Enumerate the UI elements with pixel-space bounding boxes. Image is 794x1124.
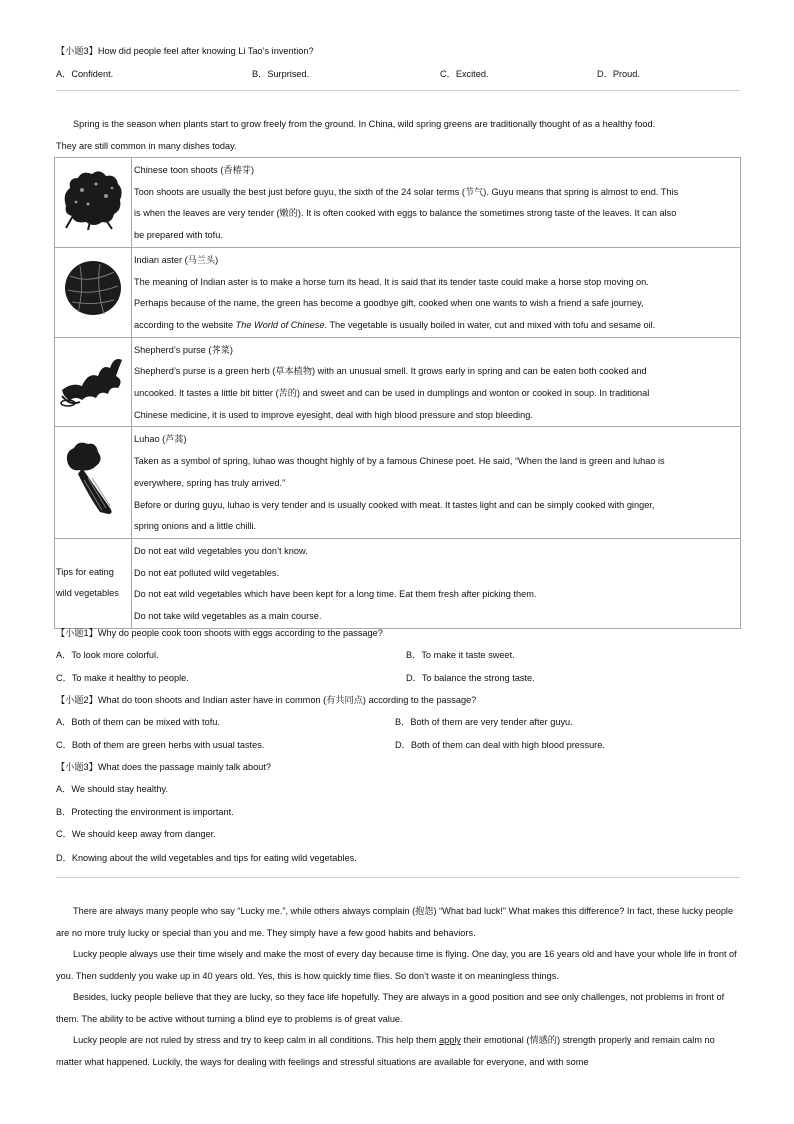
- passage2-intro-line1: Spring is the season when plants start to grow freely from the ground. In China, wild spring greens are traditionally thought of as a healthy food.: [73, 119, 656, 129]
- luhao-picture: [60, 438, 126, 518]
- table-row-shepherds-purse: [55, 337, 741, 427]
- shepherds-purse-line-1: Shepherd’s purse is a green herb (草本植物) with an unusual smell. It grows early in spring and can be eaten both cooked and: [134, 366, 647, 377]
- shepherds-purse-cell-text: [132, 337, 741, 427]
- q3-option-c[interactable]: C．We should keep away from danger.: [56, 829, 216, 839]
- toon-title: Chinese toon shoots (香椿芽): [134, 165, 254, 175]
- tip-2: Do not eat polluted wild vegetables.: [134, 567, 280, 578]
- prev-option-b[interactable]: B．Surprised.: [252, 69, 310, 79]
- toon-shoots-picture: [60, 166, 126, 230]
- divider: [56, 877, 740, 878]
- luhao-cell-image: [55, 427, 132, 539]
- shepherds-purse-title: Shepherd’s purse (荠菜): [134, 344, 233, 355]
- passage3: [56, 901, 740, 1073]
- q1-option-c[interactable]: C．To make it healthy to people.: [56, 673, 189, 683]
- tip-4: Do not take wild vegetables as a main course.: [134, 611, 322, 622]
- luhao-line-2: everywhere, spring has truly arrived.”: [134, 477, 286, 488]
- q3-stem: 【小题3】What does the passage mainly talk about?: [56, 762, 271, 772]
- tip-3: Do not eat wild vegetables which have been kept for a long time. Eat them fresh after picking them.: [134, 589, 537, 600]
- q2-option-a[interactable]: A．Both of them can be mixed with tofu.: [56, 717, 220, 727]
- indian-aster-line-3-pre: according to the website: [134, 319, 236, 330]
- luhao-line-4: spring onions and a little chilli.: [134, 521, 257, 532]
- tips-label-line-2: wild vegetables: [56, 588, 119, 599]
- tips-label-cell: [55, 538, 132, 628]
- tip-1: Do not eat wild vegetables you don’t know.: [134, 545, 308, 556]
- luhao-line-1: Taken as a symbol of spring, luhao was thought highly of by a famous Chinese poet. He said, “When the land is green and luhao is: [134, 456, 665, 467]
- q3-option-a[interactable]: A．We should stay healthy.: [56, 784, 169, 794]
- q2-option-c[interactable]: C．Both of them are green herbs with usual tastes.: [56, 740, 265, 750]
- toon-line-2: is when the leaves are very tender (嫩的). It is often cooked with eggs to balance the sometimes strong taste of the leaves. It can also: [134, 208, 677, 219]
- luhao-line-3: Before or during guyu, luhao is very tender and is usually cooked with meat. It tastes light and can be simply cooked with ginger,: [134, 499, 655, 510]
- indian-aster-cell-image: [55, 247, 132, 337]
- prev-question-stem: 【小题3】How did people feel after knowing Li Tao’s invention?: [56, 46, 314, 56]
- table-row-toon: [55, 158, 741, 248]
- toon-cell-text: [132, 158, 741, 248]
- p4-pre: Lucky people are not ruled by stress and try to keep calm in all conditions. This help them: [73, 1035, 439, 1045]
- table-row-indian-aster: [55, 247, 741, 337]
- q3-option-b[interactable]: B．Protecting the environment is important.: [56, 807, 234, 817]
- passage3-paragraph-2: Lucky people always use their time wisely and make the most of every day because time is flying. One day, you are 16 years old and have your whole life in front of you. Then suddenly you wake up in 40 years old. Yes, this is how quickly time flies. So don’t waste it on meaningless things.: [56, 949, 737, 981]
- table-row-tips: [55, 538, 741, 628]
- luhao-title: Luhao (芦蒿): [134, 434, 187, 445]
- toon-line-1: Toon shoots are usually the best just before guyu, the sixth of the 24 solar terms (节气). Guyu means that spring is almost to end. This: [134, 186, 679, 197]
- indian-aster-line-2: Perhaps because of the name, the green has become a goodbye gift, cooked when one wants to wish a friend a safe journey,: [134, 298, 644, 309]
- toon-line-3: be prepared with tofu.: [134, 230, 223, 241]
- q1-stem: 【小题1】Why do people cook toon shoots with eggs according to the passage?: [56, 628, 383, 638]
- tips-label-line-1: Tips for eating: [56, 566, 114, 577]
- q1-option-b[interactable]: B．To make it taste sweet.: [406, 650, 515, 660]
- divider: [56, 90, 740, 91]
- q2-stem: 【小题2】What do toon shoots and Indian aster have in common (有共同点) according to the passage?: [56, 695, 477, 705]
- q1-option-d[interactable]: D．To balance the strong taste.: [406, 673, 535, 683]
- wild-vegetables-table: [54, 157, 741, 629]
- luhao-cell-text: [132, 427, 741, 539]
- passage2-intro-line2: They are still common in many dishes today.: [56, 141, 237, 151]
- tips-cell-text: [132, 538, 741, 628]
- passage3-paragraph-1: There are always many people who say “Lucky me.”, while others always complain (抱怨) “What bad luck!” What makes this difference? In fact, these lucky people are no more truly lucky or special than you and me. They simply have a few good habits and behaviors.: [56, 906, 734, 938]
- table-row-luhao: [55, 427, 741, 539]
- prev-option-a[interactable]: A．Confident.: [56, 69, 114, 79]
- prev-option-d[interactable]: D．Proud.: [597, 69, 640, 79]
- passage3-paragraph-3: Besides, lucky people believe that they are lucky, so they face life hopefully. They are always in a good position and see only challenges, not problems in front of them. The ability to be active without turning a blind eye to problems is of great value.: [56, 992, 725, 1024]
- shepherds-purse-line-2: uncooked. It tastes a little bit bitter (苦的) and sweet and can be used in dumplings and wonton or cooked in soup. In traditional: [134, 388, 650, 399]
- indian-aster-cell-text: [132, 247, 741, 337]
- q1-option-a[interactable]: A．To look more colorful.: [56, 650, 159, 660]
- indian-aster-line-3: [134, 315, 738, 337]
- prev-option-c[interactable]: C．Excited.: [440, 69, 489, 79]
- toon-cell-image: [55, 158, 132, 248]
- shepherds-purse-line-3: Chinese medicine, it is used to improve eyesight, deal with high blood pressure and stop bleeding.: [134, 409, 533, 420]
- p4-post: their emotional (情感的) strength properly and remain calm no matter what happened. Luckily, the ways for dealing with feelings and stressful situations are available for everyone, and with some: [56, 1035, 715, 1067]
- q2-option-b[interactable]: B．Both of them are very tender after guyu.: [395, 717, 573, 727]
- indian-aster-line-3-post: . The vegetable is usually boiled in water, cut and mixed with tofu and sesame oil.: [324, 319, 656, 330]
- shepherds-purse-picture: [58, 346, 128, 410]
- q3-option-d[interactable]: D．Knowing about the wild vegetables and tips for eating wild vegetables.: [56, 853, 357, 863]
- passage3-paragraph-4: [56, 1030, 740, 1073]
- website-name: The World of Chinese: [235, 319, 325, 330]
- q2-option-d[interactable]: D．Both of them can deal with high blood pressure.: [395, 740, 605, 750]
- indian-aster-line-1: The meaning of Indian aster is to make a horse turn its head. It is said that its tender taste could make a horse stop moving on.: [134, 276, 649, 287]
- shepherds-purse-cell-image: [55, 337, 132, 427]
- indian-aster-picture: [60, 256, 126, 320]
- indian-aster-title: Indian aster (马兰头): [134, 254, 219, 265]
- underlined-word-apply: apply: [439, 1035, 461, 1045]
